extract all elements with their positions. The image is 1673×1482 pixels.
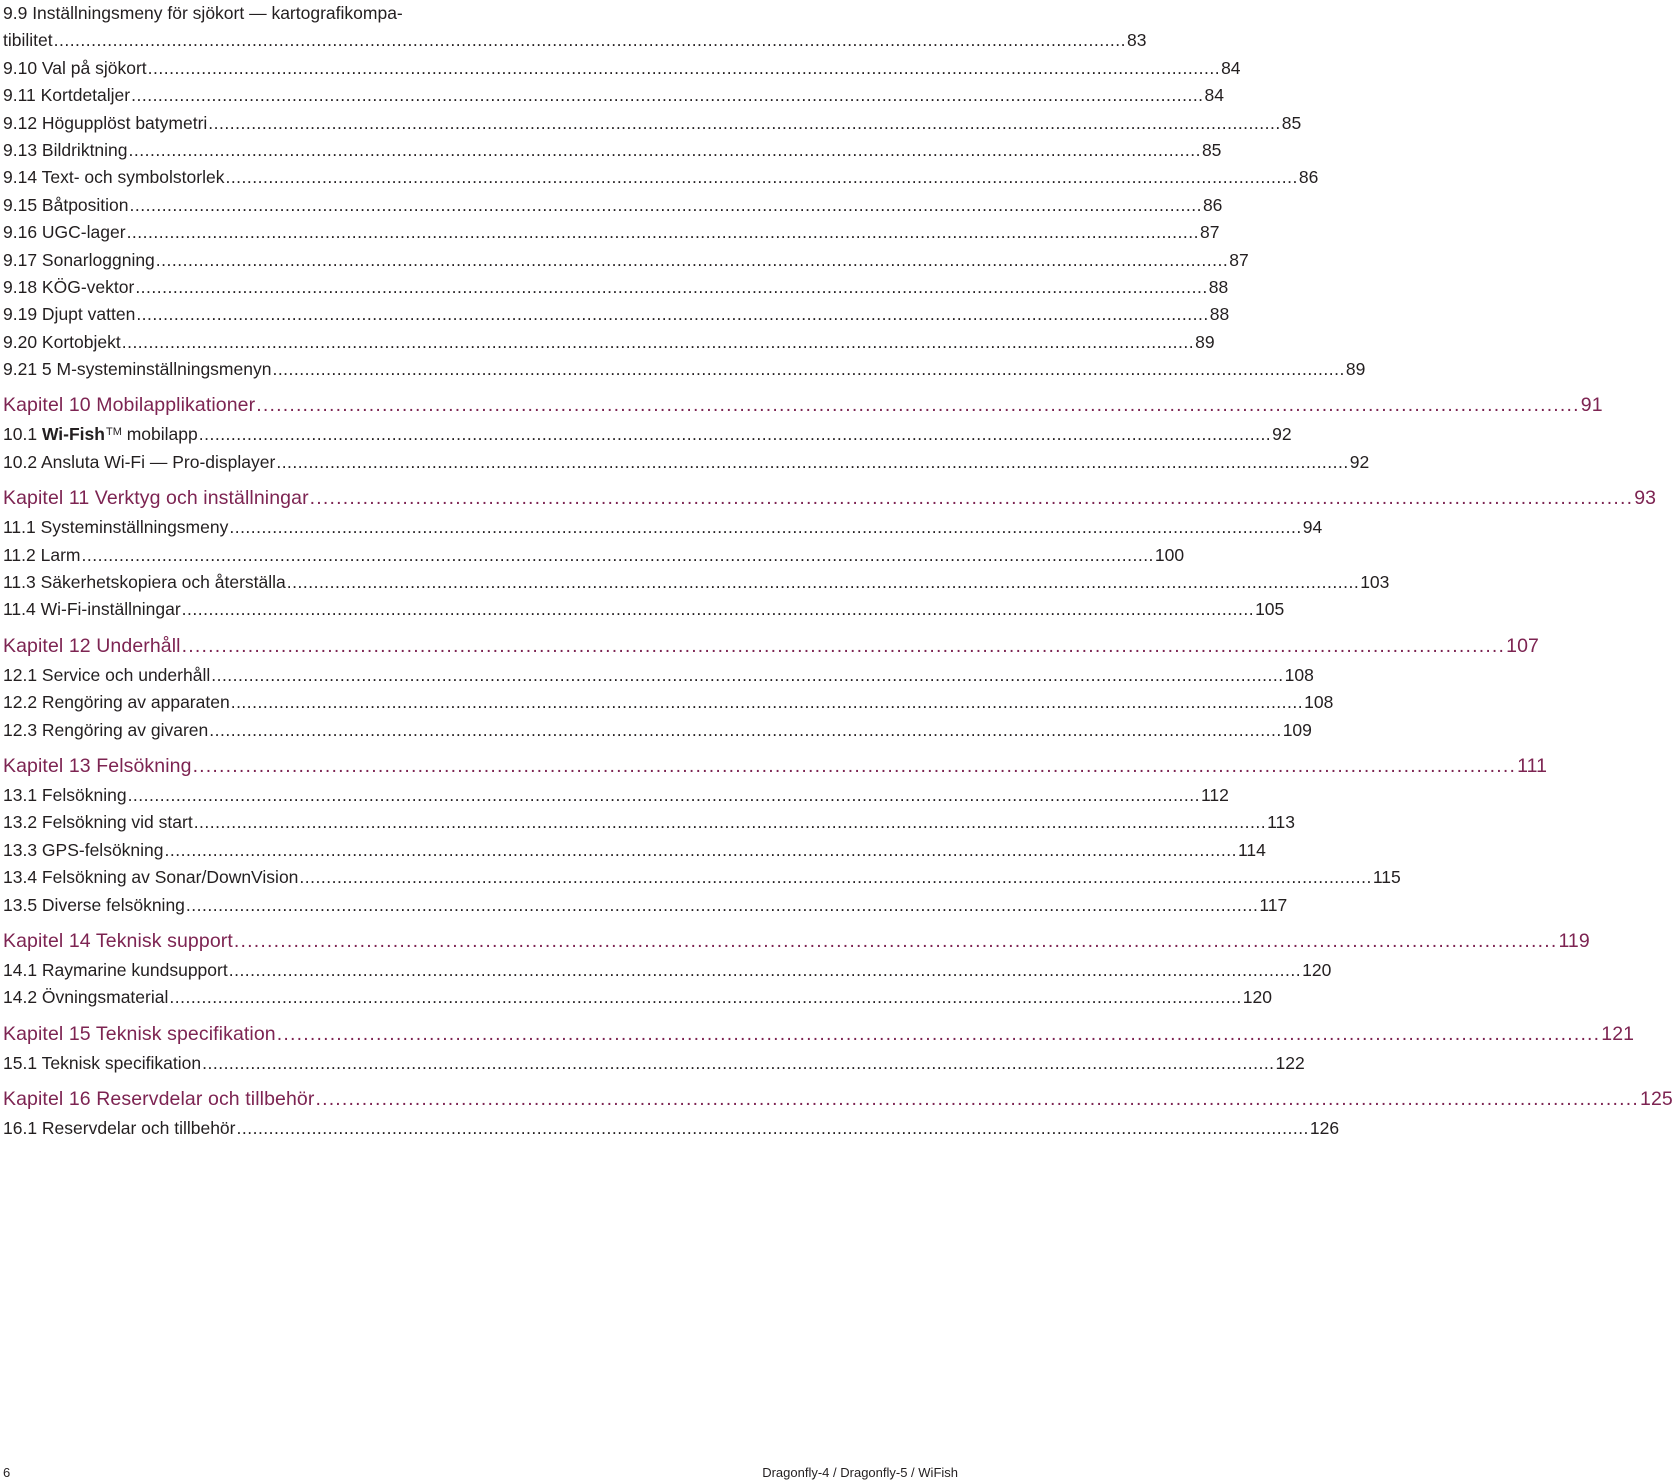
toc-chapter-13[interactable] bbox=[3, 751, 1548, 782]
toc-page-number: 84 bbox=[1221, 57, 1241, 78]
toc-entry-label: 9.9 Inställningsmeny för sjökort — kartografikompa- bbox=[3, 3, 403, 23]
toc-page-number: 83 bbox=[1127, 30, 1147, 51]
toc-page-number: 119 bbox=[1558, 929, 1590, 952]
toc-entry-label: 9.10 Val på sjökort bbox=[3, 57, 147, 78]
toc-entry-label: 9.14 Text- och symbolstorlek bbox=[3, 167, 225, 188]
leader-dots: ........................................................................................................................................................................................................ bbox=[202, 1052, 1275, 1073]
leader-dots: ........................................................................................................................................................................................................ bbox=[136, 304, 1209, 325]
toc-page-number: 92 bbox=[1272, 424, 1292, 445]
chapter-title: Kapitel 10 Mobilapplikationer bbox=[3, 394, 256, 417]
table-of-contents bbox=[3, 0, 1673, 1143]
toc-page-number: 85 bbox=[1201, 139, 1222, 160]
toc-entry-label: 9.11 Kortdetaljer bbox=[3, 85, 131, 106]
toc-page-number: 84 bbox=[1204, 85, 1225, 106]
toc-page-number: 87 bbox=[1229, 249, 1249, 270]
toc-section-9 bbox=[3, 55, 1366, 384]
chapter-title: Kapitel 15 Teknisk specifikation bbox=[3, 1022, 276, 1045]
leader-dots: ........................................................................................................................................................................................................ bbox=[209, 719, 1282, 740]
toc-entry-label: 9.17 Sonarloggning bbox=[3, 249, 155, 270]
toc-chapter-11[interactable] bbox=[3, 483, 1657, 514]
leader-dots: ........................................................................................................................................................................................................ bbox=[208, 112, 1281, 133]
toc-page-number: 105 bbox=[1255, 599, 1285, 620]
toc-page-number: 86 bbox=[1298, 167, 1319, 188]
section-number: 10.1 bbox=[3, 424, 42, 445]
toc-section-12 bbox=[3, 662, 1334, 744]
leader-dots: ........................................................................................................................................................................................................ bbox=[164, 839, 1237, 860]
toc-section-13 bbox=[3, 782, 1401, 919]
toc-entry-label: 13.4 Felsökning av Sonar/DownVision bbox=[3, 867, 299, 888]
toc-entry-label: 16.1 Reservdelar och tillbehör bbox=[3, 1118, 236, 1139]
trademark-symbol: TM bbox=[105, 426, 122, 439]
toc-entry[interactable] bbox=[3, 864, 1401, 891]
toc-entry-10-1[interactable] bbox=[3, 421, 1292, 448]
toc-entry-label: 9.19 Djupt vatten bbox=[3, 304, 136, 325]
chapter-title: Kapitel 14 Teknisk support bbox=[3, 929, 233, 952]
leader-dots: ........................................................................................................................................................................................................ bbox=[299, 867, 1372, 888]
toc-page-number: 113 bbox=[1267, 812, 1296, 833]
toc-entry[interactable] bbox=[3, 809, 1296, 836]
leader-dots: ........................................................................................................................................................................................................ bbox=[276, 1022, 1601, 1045]
toc-page-number: 111 bbox=[1517, 754, 1548, 777]
toc-page-number: 120 bbox=[1302, 959, 1332, 980]
toc-entry-label: 13.5 Diverse felsökning bbox=[3, 894, 185, 915]
leader-dots: ........................................................................................................................................................................................................ bbox=[256, 394, 1580, 417]
toc-entry-label bbox=[3, 419, 198, 448]
toc-entry[interactable] bbox=[3, 110, 1302, 137]
leader-dots: ........................................................................................................................................................................................................ bbox=[131, 85, 1204, 106]
toc-entry[interactable] bbox=[3, 356, 1366, 383]
toc-entry-label: 13.2 Felsökning vid start bbox=[3, 812, 193, 833]
toc-entry[interactable] bbox=[3, 782, 1229, 809]
leader-dots: ........................................................................................................................................................................................................ bbox=[211, 664, 1284, 685]
toc-entry[interactable] bbox=[3, 689, 1334, 716]
toc-entry[interactable] bbox=[3, 192, 1223, 219]
toc-entry-9-9[interactable] bbox=[3, 0, 1147, 55]
toc-chapter-14[interactable] bbox=[3, 926, 1590, 957]
toc-entry[interactable] bbox=[3, 984, 1272, 1011]
toc-page-number: 112 bbox=[1200, 784, 1229, 805]
toc-entry-10-2[interactable] bbox=[3, 449, 1370, 476]
leader-dots: ........................................................................................................................................................................................................ bbox=[230, 692, 1304, 713]
toc-entry-label: 11.1 Systeminställningsmeny bbox=[3, 517, 229, 538]
toc-page-number: 120 bbox=[1242, 987, 1272, 1008]
toc-section-11 bbox=[3, 514, 1390, 624]
leader-dots: ........................................................................................................................................................................................................ bbox=[228, 959, 1302, 980]
toc-entry[interactable] bbox=[3, 837, 1266, 864]
wifish-suffix: mobilapp bbox=[121, 424, 198, 445]
leader-dots: ........................................................................................................................................................................................................ bbox=[147, 57, 1221, 78]
toc-entry-label: 9.18 KÖG-vektor bbox=[3, 276, 135, 297]
toc-entry[interactable] bbox=[3, 662, 1314, 689]
toc-entry[interactable] bbox=[3, 569, 1390, 596]
leader-dots: ........................................................................................................................................................................................................ bbox=[276, 451, 1349, 472]
toc-page-number: 94 bbox=[1302, 517, 1323, 538]
leader-dots: ........................................................................................................................................................................................................ bbox=[185, 894, 1259, 915]
toc-chapter-12[interactable] bbox=[3, 631, 1540, 662]
toc-page-number: 109 bbox=[1282, 719, 1312, 740]
leader-dots: ........................................................................................................................................................................................................ bbox=[236, 1118, 1309, 1139]
toc-entry[interactable] bbox=[3, 1115, 1340, 1142]
leader-dots: ........................................................................................................................................................................................................ bbox=[81, 544, 1154, 565]
toc-entry-label: 12.3 Rengöring av givaren bbox=[3, 719, 209, 740]
toc-entry[interactable] bbox=[3, 55, 1241, 82]
leader-dots: ........................................................................................................................................................................................................ bbox=[272, 359, 1345, 380]
toc-entry-label: 10.2 Ansluta Wi-Fi — Pro-displayer bbox=[3, 451, 276, 472]
toc-page-number: 122 bbox=[1275, 1052, 1305, 1073]
chapter-title: Kapitel 13 Felsökning bbox=[3, 754, 192, 777]
toc-entry-label: 9.20 Kortobjekt bbox=[3, 331, 121, 352]
toc-page-number: 85 bbox=[1281, 112, 1302, 133]
leader-dots: ........................................................................................................................................................................................................ bbox=[315, 1088, 1639, 1111]
leader-dots: ........................................................................................................................................................................................................ bbox=[286, 572, 1360, 593]
toc-chapter-15[interactable] bbox=[3, 1019, 1635, 1050]
toc-entry-label: 9.15 Båtposition bbox=[3, 194, 129, 215]
wifish-brand: Wi-Fish bbox=[41, 424, 105, 445]
chapter-title: Kapitel 16 Reservdelar och tillbehör bbox=[3, 1088, 315, 1111]
leader-dots: ........................................................................................................................................................................................................ bbox=[198, 424, 1272, 445]
toc-page-number: 87 bbox=[1199, 222, 1220, 243]
leader-dots: ........................................................................................................................................................................................................ bbox=[181, 599, 1255, 620]
toc-entry-label: 14.1 Raymarine kundsupport bbox=[3, 959, 228, 980]
toc-page-number: 86 bbox=[1202, 194, 1223, 215]
toc-entry[interactable] bbox=[3, 274, 1229, 301]
toc-entry[interactable] bbox=[3, 219, 1220, 246]
toc-entry-label-continued: tibilitet bbox=[3, 30, 53, 51]
toc-page-number: 115 bbox=[1372, 867, 1401, 888]
leader-dots: ........................................................................................................................................................................................................ bbox=[229, 517, 1302, 538]
leader-dots: ........................................................................................................................................................................................................ bbox=[129, 194, 1202, 215]
toc-entry[interactable] bbox=[3, 82, 1225, 109]
toc-entry-label: 9.21 5 M-systeminställningsmenyn bbox=[3, 359, 272, 380]
leader-dots: ........................................................................................................................................................................................................ bbox=[155, 249, 1229, 270]
toc-page-number: 126 bbox=[1309, 1118, 1340, 1139]
toc-entry[interactable] bbox=[3, 329, 1215, 356]
leader-dots: ........................................................................................................................................................................................................ bbox=[309, 487, 1634, 510]
toc-page-number: 121 bbox=[1601, 1022, 1635, 1045]
toc-page-number: 125 bbox=[1640, 1088, 1673, 1111]
leader-dots: ........................................................................................................................................................................................................ bbox=[53, 30, 1127, 51]
toc-page-number: 93 bbox=[1634, 487, 1657, 510]
toc-entry[interactable] bbox=[3, 1050, 1305, 1077]
toc-entry-label: 11.3 Säkerhetskopiera och återställa bbox=[3, 572, 286, 593]
toc-section-14 bbox=[3, 957, 1332, 1012]
toc-entry-label: 9.16 UGC-lager bbox=[3, 222, 126, 243]
leader-dots: ........................................................................................................................................................................................................ bbox=[193, 812, 1267, 833]
chapter-title: Kapitel 12 Underhåll bbox=[3, 634, 181, 657]
leader-dots: ........................................................................................................................................................................................................ bbox=[225, 167, 1298, 188]
toc-page-number: 89 bbox=[1195, 331, 1215, 352]
leader-dots: ........................................................................................................................................................................................................ bbox=[233, 929, 1558, 952]
toc-entry-label: 13.1 Felsökning bbox=[3, 784, 127, 805]
toc-page-number: 107 bbox=[1506, 634, 1540, 657]
toc-entry-label: 11.4 Wi-Fi-inställningar bbox=[3, 599, 181, 620]
toc-entry-label: 13.3 GPS-felsökning bbox=[3, 839, 164, 860]
toc-entry-label: 11.2 Larm bbox=[3, 544, 81, 565]
toc-entry[interactable] bbox=[3, 137, 1222, 164]
toc-page-number: 89 bbox=[1345, 359, 1366, 380]
toc-page-number: 88 bbox=[1208, 276, 1229, 297]
leader-dots: ........................................................................................................................................................................................................ bbox=[135, 276, 1208, 297]
toc-page-number: 108 bbox=[1284, 664, 1314, 685]
toc-entry[interactable] bbox=[3, 247, 1249, 274]
toc-page-number: 92 bbox=[1349, 451, 1370, 472]
toc-section-15 bbox=[3, 1050, 1305, 1077]
toc-entry[interactable] bbox=[3, 514, 1323, 541]
toc-entry-label: 9.12 Högupplöst batymetri bbox=[3, 112, 208, 133]
toc-entry[interactable] bbox=[3, 596, 1285, 623]
toc-page-number: 108 bbox=[1304, 692, 1334, 713]
leader-dots: ........................................................................................................................................................................................................ bbox=[126, 222, 1199, 243]
toc-page-number: 114 bbox=[1237, 839, 1266, 860]
leader-dots: ........................................................................................................................................................................................................ bbox=[169, 987, 1242, 1008]
toc-entry[interactable] bbox=[3, 892, 1288, 919]
footer-page-number: 6 bbox=[3, 1465, 11, 1480]
toc-entry[interactable] bbox=[3, 717, 1312, 744]
toc-entry-label: 9.13 Bildriktning bbox=[3, 139, 128, 160]
toc-entry-label: 12.1 Service och underhåll bbox=[3, 664, 211, 685]
toc-entry-label: 12.2 Rengöring av apparaten bbox=[3, 692, 230, 713]
toc-page-number: 117 bbox=[1259, 894, 1288, 915]
toc-page-number: 88 bbox=[1209, 304, 1230, 325]
toc-entry-label: 14.2 Övningsmaterial bbox=[3, 987, 169, 1008]
toc-page-number: 103 bbox=[1360, 572, 1390, 593]
leader-dots: ........................................................................................................................................................................................................ bbox=[181, 634, 1506, 657]
toc-page-number: 100 bbox=[1154, 544, 1185, 565]
leader-dots: ........................................................................................................................................................................................................ bbox=[192, 754, 1517, 777]
toc-chapter-16[interactable] bbox=[3, 1084, 1673, 1115]
toc-section-16 bbox=[3, 1115, 1340, 1142]
leader-dots: ........................................................................................................................................................................................................ bbox=[127, 784, 1200, 805]
chapter-title: Kapitel 11 Verktyg och inställningar bbox=[3, 487, 309, 510]
toc-entry[interactable] bbox=[3, 542, 1185, 569]
leader-dots: ........................................................................................................................................................................................................ bbox=[121, 331, 1195, 352]
toc-chapter-10[interactable] bbox=[3, 390, 1603, 421]
toc-entry[interactable] bbox=[3, 301, 1230, 328]
toc-entry[interactable] bbox=[3, 164, 1319, 191]
toc-entry-label: 15.1 Teknisk specifikation bbox=[3, 1052, 202, 1073]
leader-dots: ........................................................................................................................................................................................................ bbox=[128, 139, 1201, 160]
toc-entry[interactable] bbox=[3, 957, 1332, 984]
toc-page-number: 91 bbox=[1580, 394, 1603, 417]
footer-product-name: Dragonfly-4 / Dragonfly-5 / WiFish bbox=[762, 1465, 958, 1480]
